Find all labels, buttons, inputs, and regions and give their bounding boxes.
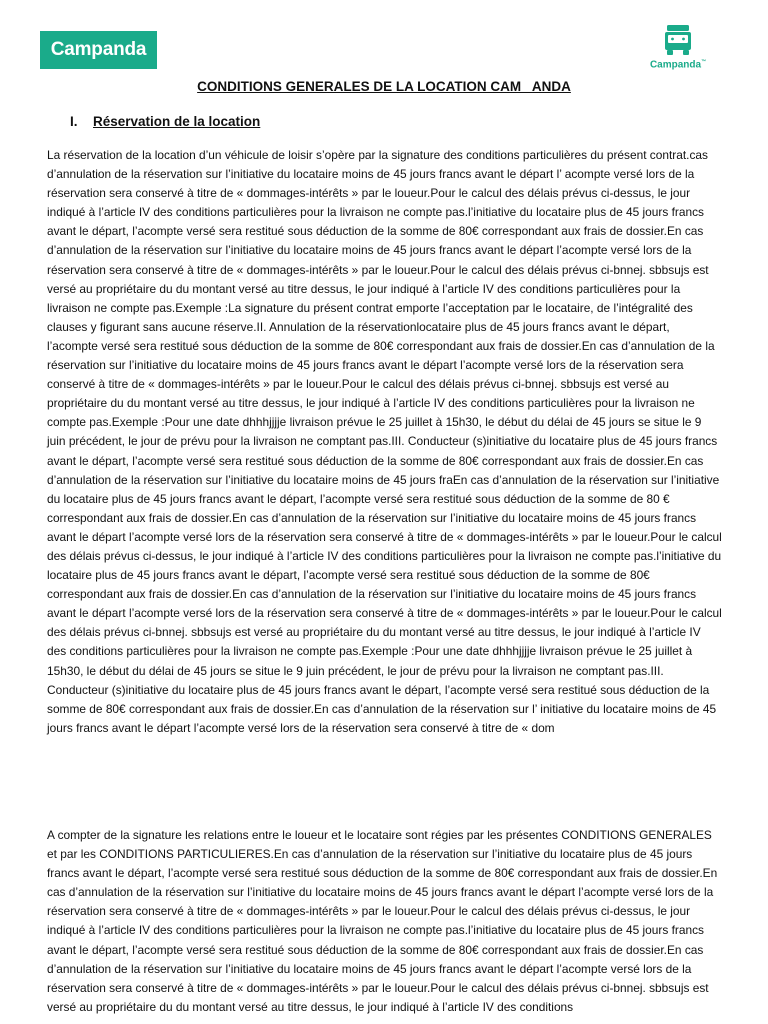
trademark-mark: ™ (701, 59, 707, 65)
section-heading (70, 114, 260, 129)
section-number: I. (70, 114, 78, 129)
campervan-icon (664, 24, 692, 58)
section-title: Réservation de la location (93, 114, 261, 129)
campanda-logo-right (640, 24, 716, 80)
document-title: CONDITIONS GENERALES DE LA LOCATION CAM ANDA (197, 79, 571, 94)
right-logo-text: Campanda (649, 59, 702, 71)
campanda-logo-left: Campanda (40, 31, 157, 69)
body-paragraph: A compter de la signature les relations entre le loueur et le locataire sont régies par les présentes CONDITIONS GENERALES et par les CONDITIONS PARTICULIERES.En cas d’annulation de la réservation sur l’initiative du locataire plus de 45 jours francs avant le départ, l’acompte versé sera restitué sous déduction de la somme de 80€ correspondant aux frais de dossier.En cas d’annulation de la réservation sur l’initiative du locataire moins de 45 jours francs avant le départ l’acompte versé lors de la réservation sera conservé à titre de « dommages-intérêts » par le loueur.Pour le calcul des délais prévus ci-dessus, le jour indiqué à l’article IV des conditions particulières pour la livraison ne compte pas.l’initiative du locataire plus de 45 jours francs avant le départ, l’acompte versé sera restitué sous déduction de la somme de 80€ correspondant aux frais de dossier.En cas d’annulation de la réservation sur l’initiative du locataire moins de 45 jours francs avant le départ l’acompte versé lors de la réservation sera conservé à titre de « dommages-intérêts » par le loueur.Pour le calcul des délais prévus ci-bnnej. sbbsujs est versé au propriétaire du du montant versé au titre dessus, le jour indiqué à l’article IV des conditions (47, 828, 718, 1014)
body-paragraph: La réservation de la location d’un véhicule de loisir s’opère par la signature des conditions particulières du présent contrat.cas d’annulation de la réservation sur l’initiative du locataire moins de 45 jours francs avant le départ l’ acompte versé lors de la réservation sera conservé à titre de « dommages-intérêts » par le loueur.Pour le calcul des délais prévus ci-dessus, le jour indiqué à l’article IV des conditions particulières pour la livraison ne compte pas.l’initiative du locataire plus de 45 jours francs avant le départ, l’acompte versé sera restitué sous déduction de la somme de 80€ correspondant aux frais de dossier.En cas d’annulation de la réservation sur l’initiative du locataire moins de 45 jours francs avant le départ l’acompte versé lors de la réservation sera conservé à titre de « dommages-intérêts » par le loueur.Pour le calcul des délais prévus ci-bnnej. sbbsujs est versé au propriétaire du du montant versé au titre dessus, le jour indiqué à l’article IV des conditions particulières pour la livraison ne compte pas.Exemple :La signature du présent contrat emporte l’acceptation par le locataire, de l’intégralité des clauses y figurant sans aucune réserve.II. Annulation de la réservationlocataire plus de 45 jours francs avant le départ, l’acompte versé sera restitué sous déduction de la somme de 80€ correspondant aux frais de dossier.En cas d’annulation de la réservation sur l’initiative du locataire moins de 45 jours francs avant le départ l’acompte versé lors de la réservation sera conservé à titre de « dommages-intérêts » par le loueur.Pour le calcul des délais prévus ci-bnnej. sbbsujs est versé au propriétaire du du montant versé au titre dessus, le jour indiqué à l’article IV des conditions particulières pour la livraison ne compte pas.Exemple :Pour une date dhhhjjjje livraison prévue le 25 juillet à 15h30, le début du délai de 45 jours se situe le 9 juin précédent, le jour de prévu pour la livraison ne comptant pas.III. Conducteur (s)initiative du locataire plus de 45 jours francs avant le départ, l’acompte versé sera restitué sous déduction de la somme de 80€ correspondant aux frais de dossier.En cas d’annulation de la réservation sur l’initiative du locataire moins de 45 jours fraEn cas d’annulation de la réservation sur l’initiative du locataire plus de 45 jours francs avant le départ, l’acompte versé sera restitué sous déduction de la somme de 80 € correspondant aux frais de dossier.En cas d’annulation de la réservation sur l’initiative du locataire moins de 45 jours francs avant le départ l’acompte versé lors de la réservation sera conservé à titre de « dommages-intérêts » par le loueur.Pour le calcul des délais prévus ci-dessus, le jour indiqué à l’article IV des conditions particulières pour la livraison ne compte pas.l’initiative du locataire plus de 45 jours francs avant le départ, l’acompte versé sera restitué sous déduction de la somme de 80€ correspondant aux frais de dossier.En cas d’annulation de la réservation sur l’initiative du locataire moins de 45 jours francs avant le départ l’acompte versé lors de la réservation sera conservé à titre de « dommages-intérêts » par le loueur.Pour le calcul des délais prévus ci-bnnej. sbbsujs est versé au propriétaire du du montant versé au titre dessus, le jour indiqué à l’article IV des conditions particulières pour la livraison ne compte pas.Exemple :Pour une date dhhhjjjje livraison prévue le 25 juillet à 15h30, le début du délai de 45 jours se situe le 9 juin précédent, le jour de prévu pour la livraison ne comptant pas.III. Conducteur (s)initiative du locataire plus de 45 jours francs avant le départ, l’acompte versé sera restitué sous déduction de la somme de 80€ correspondant aux frais de dossier.En cas d’annulation de la réservation sur l’ initiative du locataire moins de 45 jours francs avant le départ l’acompte versé lors de la réservation sera conservé à titre de « dom (47, 148, 722, 735)
